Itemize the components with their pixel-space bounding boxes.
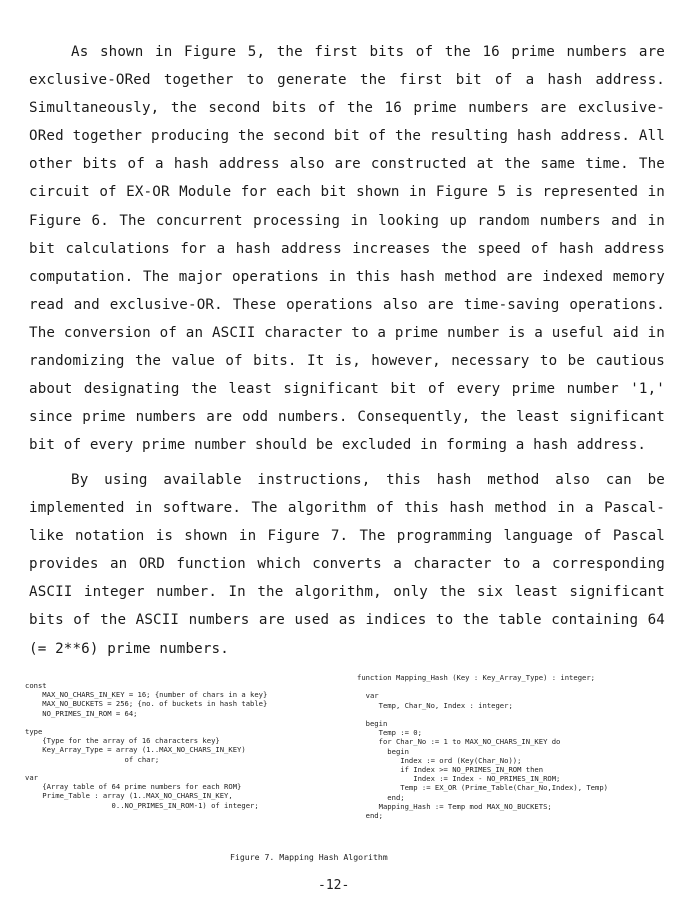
code-declarations: const MAX_NO_CHARS_IN_KEY = 16; {number of chars in a key} MAX_NO_BUCKETS = 256; {no. of buckets in hash table} NO_PRIMES_IN_ROM = 64; type {Type for the array of 16 characters key} Key_Array_Type = array (1..MAX_NO_CHARS_IN_KEY) of char; var {Array table of 64 prime numbers for each ROM} Prime_Table : array (1..MAX_NO_CHARS_IN_KEY, 0..NO_PRIMES_IN_ROM-1) of integer; [25,681,268,810]
paragraph-hash-circuit: As shown in Figure 5, the first bits of the 16 prime numbers are exclusive-ORed together to generate the first bit of a hash address. Simultaneously, the second bits of the 16 prime numbers are exclusive-ORed together producing the second bit of the resulting hash address. All other bits of a hash address also are constructed at the same time. The circuit of EX-OR Module for each bit shown in Figure 5 is represented in Figure 6. The concurrent processing in looking up random numbers and in bit calculations for a hash address increases the speed of hash address computation. The major operations in this hash method are indexed memory read and exclusive-OR. These operations also are time-saving operations. The conversion of an ASCII character to a prime number is a useful aid in randomizing the value of bits. It is, however, necessary to be cautious about designating the least significant bit of every prime number '1,' since prime numbers are odd numbers. Consequently, the least significant bit of every prime number should be excluded in forming a hash address. [29,44,665,454]
figure-caption: Figure 7. Mapping Hash Algorithm [230,852,388,862]
code-mapping-hash-function: function Mapping_Hash (Key : Key_Array_Type) : integer; var Temp, Char_No, Index : integer; begin Temp := 0; for Char_No := 1 to MAX_NO_CHARS_IN_KEY do begin Index := ord (Key(Char_No)); if Index >= NO_PRIMES_IN_ROM then Index := Index - NO_PRIMES_IN_ROM; Temp := EX_OR (Prime_Table(Char_No,Index), Temp) end; Mapping_Hash := Temp mod MAX_NO_BUCKETS; end; [357,673,608,821]
paragraph-software-algorithm: By using available instructions, this hash method also can be implemented in software. The algorithm of this hash method in a Pascal-like notation is shown in Figure 7. The programming language of Pascal provides an ORD function which converts a character to a corresponding ASCII integer number. In the algorithm, only the six least significant bits of the ASCII numbers are used as indices to the table containing 64 (= 2**6) prime numbers. [29,472,665,657]
page-number: -12- [318,878,350,893]
